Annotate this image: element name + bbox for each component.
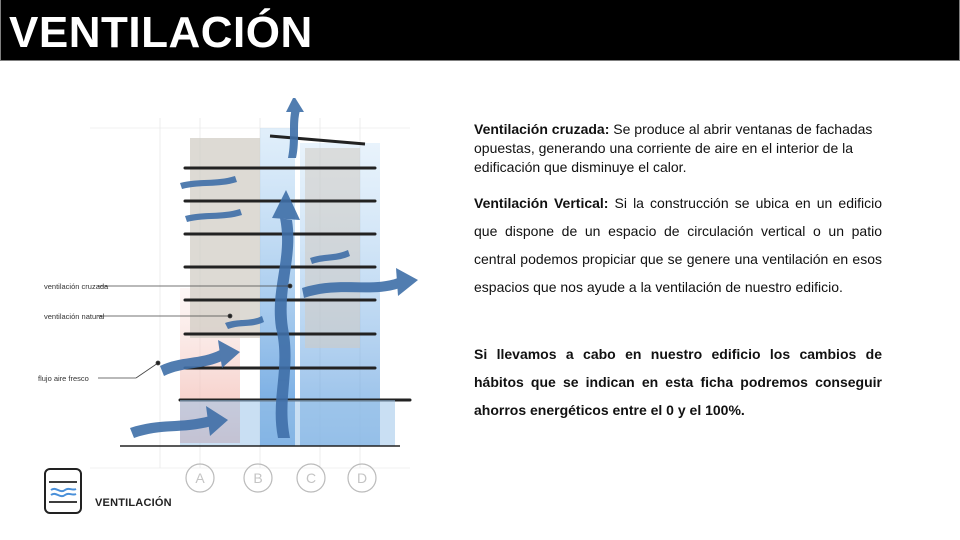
wind-icon [46, 470, 80, 512]
column-label-a: A [195, 470, 205, 486]
building-section-illustration [40, 98, 460, 498]
column-label-b: B [253, 470, 263, 486]
paragraph-cross-ventilation [474, 120, 882, 177]
slide-title: VENTILACIÓN [9, 8, 313, 57]
callout-fresh-air: flujo aire fresco [38, 374, 89, 383]
column-label-d: D [356, 470, 368, 486]
paragraph-savings: Si llevamos a cabo en nuestro edificio los cambios de hábitos que se indican en esta ficha podremos conseguir ahorros energéticos entre el 0 y el 100%. [474, 346, 882, 418]
p1-body: Se produce al abrir ventanas de fachadas opuestas, generando una corriente de aire en el interior de la edificación que disminuye el calor. [474, 121, 873, 175]
p2-body: Si la construcción se ubica en un edificio que dispone de un espacio de circulación vertical o un patio central podemos propiciar que se genere una ventilación en esos espacios que nos ayude a la ventilación de nuestro edificio. [474, 195, 882, 295]
callout-natural-ventilation: ventilación natural [44, 312, 105, 321]
column-label-c: C [305, 470, 317, 486]
p1-lead: Ventilación cruzada: [474, 121, 610, 137]
ventilation-icon [44, 468, 82, 514]
building-block-right [305, 148, 360, 348]
icon-label: VENTILACIÓN [95, 497, 172, 509]
title-bar [0, 0, 960, 61]
p2-lead: Ventilación Vertical: [474, 195, 609, 211]
paragraph-vertical-ventilation [474, 189, 882, 301]
callout-cross-ventilation: ventilación cruzada [44, 282, 109, 291]
